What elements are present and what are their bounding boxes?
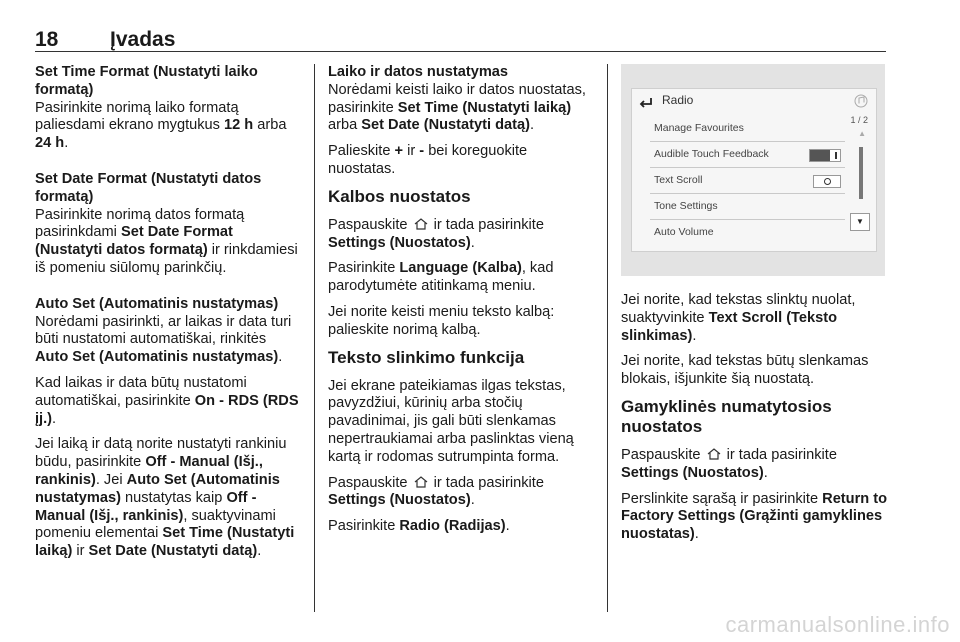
paragraph: Kad laikas ir data būtų nustatomi automatiškai, pasirinkite On - RDS (RDS įj.). [35, 374, 299, 427]
menu-item-audible-touch-feedback[interactable]: Audible Touch Feedback [650, 142, 845, 168]
column-1 [35, 64, 303, 569]
page-indicator: 1 / 2 [850, 115, 868, 125]
screen-title: Radio [662, 93, 694, 107]
heading: Set Date Format (Nustatyti datos formatą) [35, 170, 262, 205]
column-2 [328, 64, 596, 544]
screen-title-bar [638, 93, 868, 111]
subheading: Kalbos nuostatos [328, 186, 471, 206]
paragraph: Perslinkite sąrašą ir pasirinkite Return to Factory Settings (Grąžinti gamyklines nuostatas). [621, 490, 888, 543]
paragraph: Jei norite, kad tekstas būtų slenkamas blokais, išjunkite šią nuostatą. [621, 353, 869, 388]
home-icon [707, 448, 721, 460]
heading: Auto Set (Automatinis nustatymas) [35, 295, 279, 312]
menu-item-tone-settings[interactable]: Tone Settings [650, 194, 845, 220]
paragraph: Jei norite keisti meniu teksto kalbą: palieskite norimą kalbą. [328, 303, 555, 338]
watermark: carmanualsonline.info [725, 612, 950, 637]
paragraph: Jei ekrane pateikiamas ilgas tekstas, pavyzdžiui, kūrinių arba stočių pavadinimai, jis gali būti slenkamas nepertraukiamai arba paslinktas vieną kartą ir rodomas sutrumpinta forma. [328, 377, 574, 465]
page-number: 18 [35, 28, 59, 51]
chevron-down-icon: ▼ [856, 217, 864, 226]
paragraph: Pasirinkite Language (Kalba), kad parodytumėte atitinkamą meniu. [328, 260, 554, 295]
column-3 [621, 292, 889, 552]
toggle-switch[interactable] [813, 175, 841, 188]
paragraph: Pasirinkite norimą datos formatą pasirinkdami Set Date Format (Nustatyti datos formatą) ir rinkdamiesi iš pomeniu siūlomų parinkčių. [35, 206, 298, 276]
home-icon [414, 476, 428, 488]
home-icon [414, 218, 428, 230]
back-arrow-icon[interactable] [638, 95, 654, 107]
column-divider [607, 64, 608, 612]
music-note-icon[interactable] [854, 94, 868, 108]
paragraph: Jei norite, kad tekstas slinktų nuolat, suaktyvinkite Text Scroll (Teksto slinkimas). [621, 292, 856, 344]
heading: Set Time Format (Nustatyti laiko formatą) [35, 64, 258, 98]
paragraph: Pasirinkite Radio (Radijas). [328, 518, 510, 535]
paragraph: Palieskite + ir - bei koreguokite nuostatas. [328, 143, 528, 177]
subheading: Teksto slinkimo funkcija [328, 347, 525, 367]
subheading: Gamyklinės numatytosios nuostatos [621, 396, 832, 436]
paragraph: Norėdami keisti laiko ir datos nuostatas, pasirinkite Set Time (Nustatyti laiką) arba Set Date (Nustatyti datą). [328, 81, 586, 134]
radio-screen [631, 88, 877, 252]
menu-item-auto-volume[interactable]: Auto Volume [654, 226, 714, 238]
paragraph: Norėdami pasirinkti, ar laikas ir data turi būti nustatomi automatiškai, rinkitės Auto Set (Automatinis nustatymas). [35, 313, 292, 366]
menu-item-text-scroll[interactable]: Text Scroll [650, 168, 845, 194]
heading: Laiko ir datos nustatymas [328, 64, 509, 80]
column-divider [314, 64, 315, 612]
menu-item-manage-favourites[interactable]: Manage Favourites [650, 116, 845, 142]
section-title: Įvadas [110, 28, 176, 51]
header-divider [35, 51, 886, 52]
scroll-up-icon[interactable]: ▲ [858, 129, 866, 138]
paragraph: Jei laiką ir datą norite nustatyti rankiniu būdu, pasirinkite Off - Manual (Išj., rankinis). Jei Auto Set (Automatinis nustatymas) nustatytas kaip Off - Manual (Išj., rankinis), suaktyvinami pomeniu elementai Set Time (Nustatyti laiką) ir Set Date (Nustatyti datą). [35, 436, 295, 560]
paragraph: Paspauskite ir tada pasirinkite Settings (Nuostatos). [328, 474, 544, 509]
toggle-switch[interactable] [809, 149, 841, 162]
radio-settings-screenshot [621, 64, 885, 276]
paragraph: Paspauskite ir tada pasirinkite Settings (Nuostatos). [621, 446, 837, 481]
scrollbar[interactable] [859, 147, 863, 199]
paragraph: Pasirinkite norimą laiko formatą paliesdami ekrano mygtukus 12 h arba 24 h. [35, 99, 287, 152]
scroll-down-button[interactable] [850, 213, 870, 231]
paragraph: Paspauskite ir tada pasirinkite Settings (Nuostatos). [328, 216, 544, 251]
settings-menu [650, 116, 845, 245]
